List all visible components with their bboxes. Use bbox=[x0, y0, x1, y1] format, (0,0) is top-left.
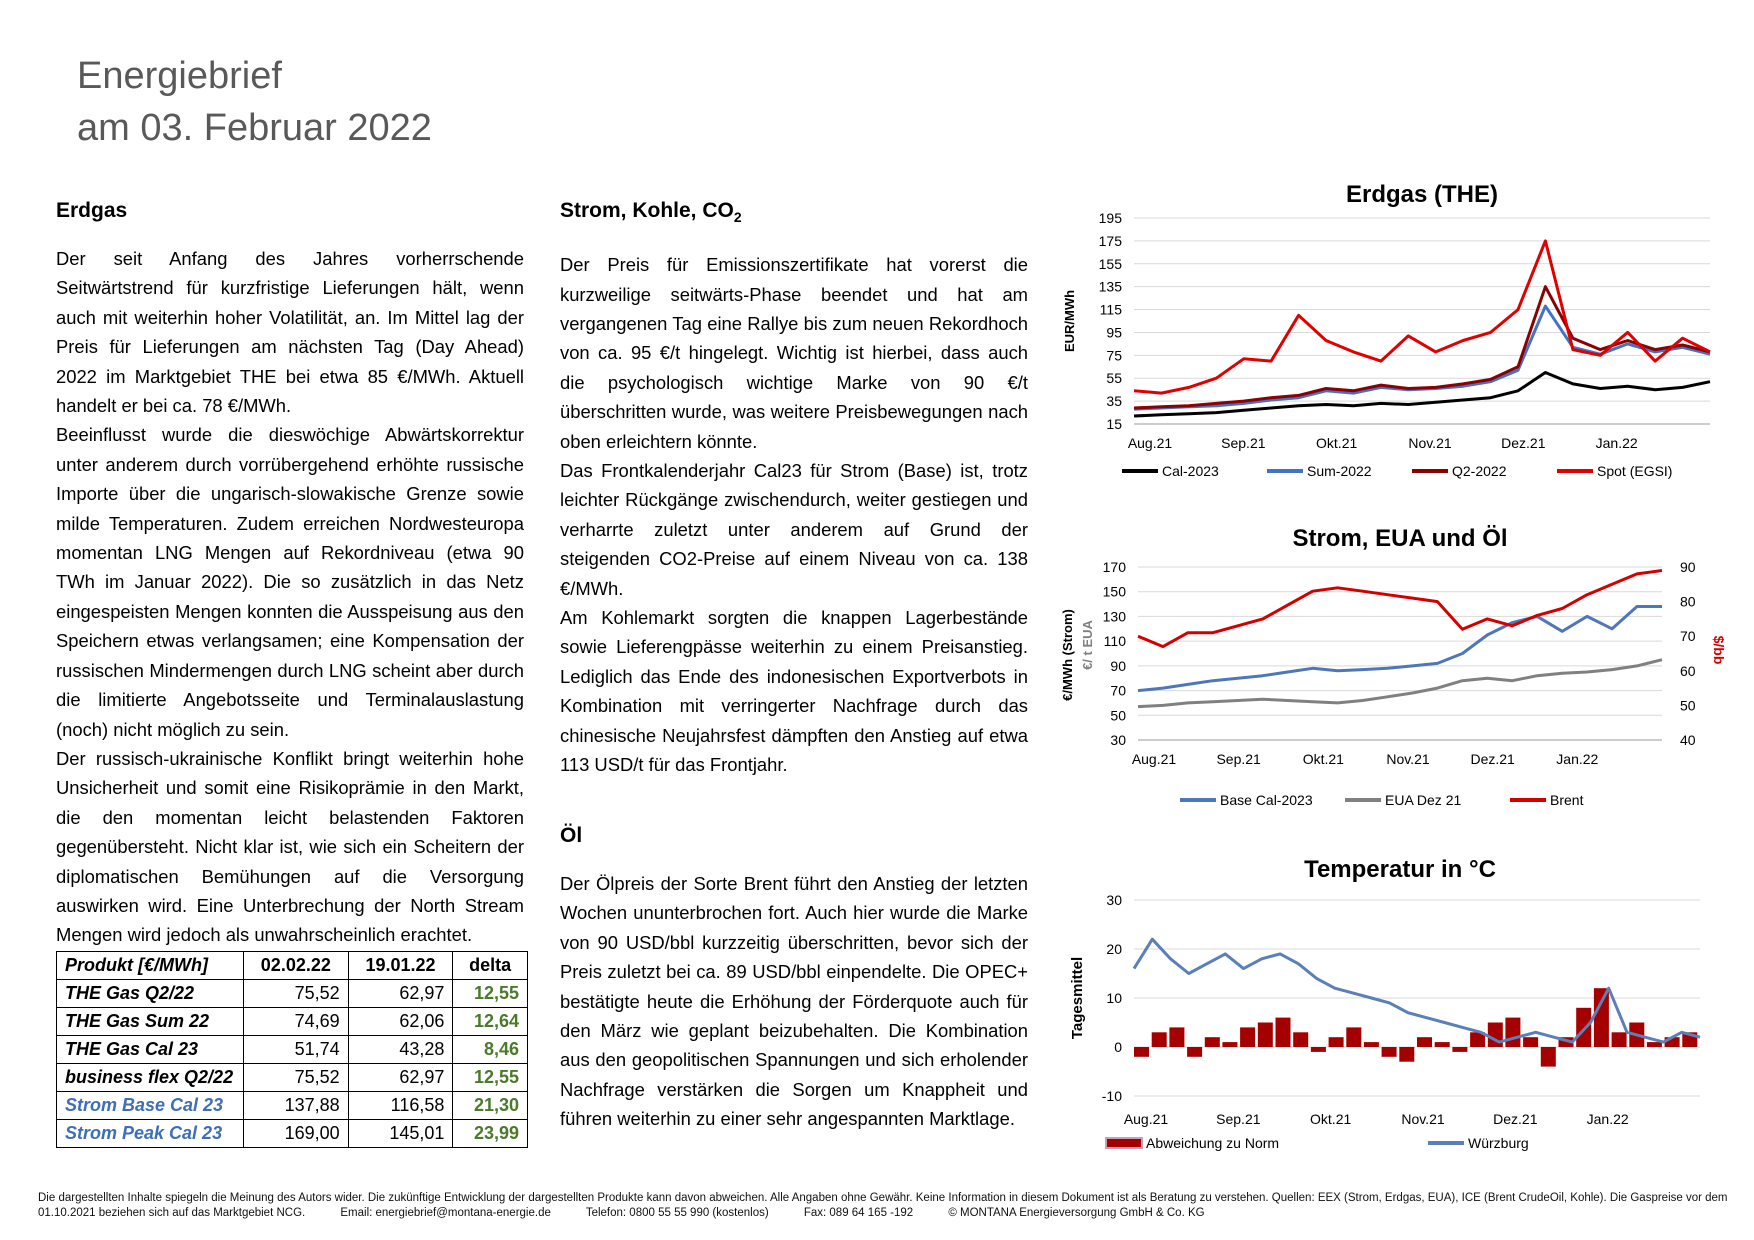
y-tick-label: 30 bbox=[1110, 732, 1126, 748]
deviation-bar bbox=[1258, 1023, 1273, 1048]
x-tick-label: Aug.21 bbox=[1131, 751, 1177, 767]
product-cell: THE Gas Q2/22 bbox=[57, 980, 244, 1008]
y-axis-label-left-2: €/ t EUA bbox=[1080, 620, 1095, 670]
series-line bbox=[1138, 571, 1662, 647]
x-tick-label: Dez.21 bbox=[1493, 1111, 1538, 1127]
x-tick-label: Aug.21 bbox=[1123, 1111, 1169, 1127]
deviation-bar bbox=[1276, 1018, 1291, 1047]
deviation-bar bbox=[1152, 1032, 1167, 1047]
product-cell: Strom Peak Cal 23 bbox=[57, 1120, 244, 1148]
product-cell: THE Gas Sum 22 bbox=[57, 1008, 244, 1036]
header-product: Produkt [€/MWh] bbox=[57, 952, 244, 980]
y-tick-label: 55 bbox=[1106, 370, 1122, 387]
legend-label: Base Cal-2023 bbox=[1220, 792, 1313, 808]
deviation-bar bbox=[1647, 1042, 1662, 1047]
y-tick-label: 30 bbox=[1106, 892, 1122, 908]
y-tick-label: 95 bbox=[1106, 324, 1122, 341]
x-tick-label: Sep.21 bbox=[1216, 751, 1261, 767]
deviation-bar bbox=[1417, 1037, 1432, 1047]
delta-cell: 23,99 bbox=[453, 1120, 528, 1148]
x-tick-label: Sep.21 bbox=[1216, 1111, 1261, 1127]
y-axis-label: EUR/MWh bbox=[1062, 289, 1077, 353]
title-line-1: Energiebrief bbox=[77, 55, 282, 97]
x-tick-label: Sep.21 bbox=[1221, 435, 1266, 451]
legend-label: Cal-2023 bbox=[1162, 463, 1219, 479]
y-tick-label: 150 bbox=[1102, 583, 1126, 600]
strom-paragraph: Das Frontkalenderjahr Cal23 für Strom (Base) ist, trotz leichter Rückgänge zwischendurch, weiter gestiegen und verharrte zuletzt unter anderem auf Grund der steigenden CO2-Preise auf einem Niveau von ca. 138 €/MWh. bbox=[560, 460, 1028, 599]
x-tick-label: Nov.21 bbox=[1401, 1111, 1445, 1127]
deviation-bar bbox=[1205, 1037, 1220, 1047]
deviation-bar bbox=[1541, 1047, 1556, 1067]
x-tick-label: Jan.22 bbox=[1595, 435, 1638, 451]
y-tick-label: 155 bbox=[1098, 255, 1122, 272]
deviation-bar bbox=[1576, 1008, 1591, 1047]
y-right-tick-label: 50 bbox=[1680, 697, 1696, 714]
strom-heading-sub: 2 bbox=[733, 209, 742, 226]
x-tick-label: Nov.21 bbox=[1408, 435, 1452, 451]
chart-title: Temperatur in °C bbox=[1304, 856, 1496, 883]
price-table-row bbox=[57, 1092, 528, 1120]
price-table-header-row bbox=[57, 952, 528, 980]
deviation-bar bbox=[1222, 1042, 1237, 1047]
price-table-row bbox=[57, 1120, 528, 1148]
y-axis-label-right: $/bb bbox=[1711, 635, 1727, 665]
deviation-bar bbox=[1187, 1047, 1202, 1057]
y-right-tick-label: 40 bbox=[1680, 732, 1696, 748]
y-tick-label: 115 bbox=[1099, 301, 1122, 318]
y-right-tick-label: 70 bbox=[1680, 628, 1696, 645]
legend-label: Q2-2022 bbox=[1452, 463, 1507, 479]
legend-label: Brent bbox=[1550, 792, 1584, 808]
series-line bbox=[1134, 939, 1700, 1042]
product-cell: THE Gas Cal 23 bbox=[57, 1036, 244, 1064]
erdgas-heading: Erdgas bbox=[56, 199, 128, 222]
price-table-row bbox=[57, 1008, 528, 1036]
strom-chart-svg bbox=[1050, 515, 1740, 815]
value-cell-1: 137,88 bbox=[244, 1092, 349, 1120]
price-table-row bbox=[57, 1036, 528, 1064]
y-tick-label: 90 bbox=[1110, 657, 1126, 674]
temperatur-chart-svg bbox=[1050, 848, 1740, 1168]
series-line bbox=[1134, 306, 1710, 409]
chart-title: Strom, EUA und Öl bbox=[1292, 525, 1508, 552]
value-cell-1: 169,00 bbox=[244, 1120, 349, 1148]
value-cell-2: 62,06 bbox=[348, 1008, 453, 1036]
deviation-bar bbox=[1505, 1018, 1520, 1047]
price-table bbox=[56, 951, 528, 1148]
y-right-tick-label: 80 bbox=[1680, 593, 1696, 610]
value-cell-1: 51,74 bbox=[244, 1036, 349, 1064]
deviation-bar bbox=[1329, 1037, 1344, 1047]
deviation-bar bbox=[1311, 1047, 1326, 1052]
product-cell: Strom Base Cal 23 bbox=[57, 1092, 244, 1120]
deviation-bar bbox=[1435, 1042, 1450, 1047]
y-tick-label: 35 bbox=[1106, 393, 1122, 410]
oel-paragraph: Der Ölpreis der Sorte Brent führt den Anstieg der letzten Wochen ununterbrochen fort. Auch hier wurde die Marke von 90 USD/bbl kurzzeitig überschritten, bevor sich der Preis zuletzt bei ca. 89 USD/bbl einpendelte. Die OPEC+ bestätigte heute die Erhöhung der Förderquote auch für den März wie geplant beizubehalten. Die Kombination aus den geopolitischen Spannungen und sich erholender Nachfrage verstärken die Sorgen um Knappheit und führen weiterhin zu einer sehr angespannten Marktlage. bbox=[560, 873, 1028, 1130]
header-date-1: 02.02.22 bbox=[244, 952, 349, 980]
y-tick-label: 15 bbox=[1106, 416, 1122, 432]
deviation-bar bbox=[1523, 1037, 1538, 1047]
footer-telefon: Telefon: 0800 55 55 990 (kostenlos) bbox=[585, 1207, 769, 1219]
oel-column bbox=[560, 823, 1028, 1152]
value-cell-1: 75,52 bbox=[244, 1064, 349, 1092]
y-axis-label: Tagesmittel bbox=[1069, 956, 1086, 1040]
delta-cell: 12,55 bbox=[453, 980, 528, 1008]
legend-label: EUA Dez 21 bbox=[1385, 792, 1462, 808]
y-tick-label: 195 bbox=[1098, 210, 1122, 226]
y-right-tick-label: 60 bbox=[1680, 662, 1696, 679]
value-cell-2: 116,58 bbox=[348, 1092, 453, 1120]
strom-chart bbox=[1050, 515, 1740, 820]
strom-paragraph: Der Preis für Emissionszertifikate hat vorerst die kurzweilige seitwärts-Phase beendet und hat am vergangenen Tag eine Rallye bis zum neuen Rekordhoch von ca. 95 €/t hingelegt. Wichtig ist hierbei, dass auch die psychologisch wichtige Marke von 90 €/t überschritten wurde, was weitere Preisbewegungen nach oben erleichtern könnte. bbox=[560, 254, 1028, 452]
value-cell-2: 145,01 bbox=[348, 1120, 453, 1148]
value-cell-1: 74,69 bbox=[244, 1008, 349, 1036]
x-tick-label: Jan.22 bbox=[1556, 751, 1599, 767]
value-cell-2: 62,97 bbox=[348, 1064, 453, 1092]
erdgas-paragraph: Beeinflusst wurde die dieswöchige Abwärtskorrektur unter anderem durch vorrübergehend erhöhte russische Importe über die ungarisch-slowakische Grenze sowie milde Temperaturen. Zudem erreichen Nordwesteuropa momentan LNG Mengen auf Rekordniveau (etwa 90 TWh im Januar 2022). Die so zusätzlich in das Netz eingespeisten Mengen konnten die Ausspeisung aus den Speichern etwas verlangsamen; eine Kompensation der russischen Mindermengen durch LNG scheint aber durch die limitierte Angebotsseite und Terminalauslastung (noch) nicht möglich zu sein. bbox=[56, 424, 524, 740]
erdgas-chart-svg bbox=[1050, 170, 1740, 495]
delta-cell: 12,55 bbox=[453, 1064, 528, 1092]
price-table-row bbox=[57, 1064, 528, 1092]
oel-heading: Öl bbox=[560, 824, 583, 847]
deviation-bar bbox=[1293, 1032, 1308, 1047]
y-tick-label: 75 bbox=[1106, 347, 1122, 364]
deviation-bar bbox=[1382, 1047, 1397, 1057]
delta-cell: 12,64 bbox=[453, 1008, 528, 1036]
y-tick-label: 0 bbox=[1114, 1039, 1122, 1055]
legend-label: Abweichung zu Norm bbox=[1146, 1135, 1280, 1151]
price-table-row bbox=[57, 980, 528, 1008]
delta-cell: 8,46 bbox=[453, 1036, 528, 1064]
header-date-2: 19.01.22 bbox=[348, 952, 453, 980]
legend-swatch bbox=[1106, 1138, 1142, 1148]
y-tick-label: 50 bbox=[1110, 707, 1126, 724]
erdgas-paragraph: Der russisch-ukrainische Konflikt bringt weiterhin hohe Unsicherheit und somit eine Risikoprämie in den Markt, die den momentan leicht belastenden Faktoren gegenübersteht. Nicht klar ist, wie sich ein Scheitern der diplomatischen Bemühungen auf die Versorgung auswirken wird. Eine Unterbrechung der North Stream Mengen wird jedoch als unwahrscheinlich erachtet. bbox=[56, 747, 524, 946]
y-right-tick-label: 90 bbox=[1680, 559, 1696, 575]
legend-label: Würzburg bbox=[1468, 1135, 1529, 1151]
x-tick-label: Jan.22 bbox=[1586, 1111, 1629, 1127]
y-tick-label: 130 bbox=[1102, 608, 1126, 625]
y-tick-label: 175 bbox=[1098, 232, 1122, 249]
deviation-bar bbox=[1594, 988, 1609, 1047]
footer-disclaimer: Die dargestellten Inhalte spiegeln die Meinung des Autors wider. Die zukünftige Entwicklung der dargestellten Produkte kann davon abweichen. Alle Angaben ohne Gewähr. Keine Information in diesem Dokument ist als Beratung zu verstehen. Quellen: EEX (Strom, Erdgas, EUA), ICE (Brent CrudeOil, Kohle). Die Gaspreise vor dem 01.10.2021 beziehen sich auf das Marktgebiet NCG. bbox=[38, 1192, 1728, 1219]
strom-heading-text: Strom, Kohle, CO bbox=[560, 199, 734, 222]
legend-label: Spot (EGSI) bbox=[1597, 463, 1673, 479]
x-tick-label: Dez.21 bbox=[1501, 435, 1546, 451]
x-tick-label: Okt.21 bbox=[1302, 751, 1344, 767]
document-title bbox=[77, 50, 432, 154]
x-tick-label: Aug.21 bbox=[1127, 435, 1173, 451]
header-delta: delta bbox=[453, 952, 528, 980]
y-axis-label-left: €/MWh (Strom) bbox=[1060, 609, 1075, 701]
x-tick-label: Nov.21 bbox=[1386, 751, 1430, 767]
series-line bbox=[1134, 373, 1710, 417]
delta-cell: 21,30 bbox=[453, 1092, 528, 1120]
value-cell-2: 62,97 bbox=[348, 980, 453, 1008]
value-cell-2: 43,28 bbox=[348, 1036, 453, 1064]
erdgas-paragraph: Der seit Anfang des Jahres vorherrschende Seitwärtstrend für kurzfristige Lieferungen hält, wenn auch mit weiterhin hoher Volatilität, an. Im Mittel lag der Preis für Lieferungen am nächsten Tag (Day Ahead) 2022 im Marktgebiet THE bei etwa 85 €/MWh. Aktuell handelt er bei ca. 78 €/MWh. bbox=[56, 248, 524, 417]
deviation-bar bbox=[1488, 1023, 1503, 1048]
deviation-bar bbox=[1240, 1027, 1255, 1047]
footer-copyright: © MONTANA Energieversorgung GmbH & Co. KG bbox=[948, 1207, 1205, 1219]
y-tick-label: -10 bbox=[1101, 1088, 1122, 1104]
y-tick-label: 70 bbox=[1110, 682, 1126, 699]
footer-fax: Fax: 089 64 165 -192 bbox=[803, 1207, 914, 1219]
deviation-bar bbox=[1399, 1047, 1414, 1062]
legend-label: Sum-2022 bbox=[1307, 463, 1372, 479]
deviation-bar bbox=[1169, 1027, 1184, 1047]
chart-title: Erdgas (THE) bbox=[1345, 181, 1499, 208]
y-tick-label: 20 bbox=[1106, 941, 1122, 957]
product-cell: business flex Q2/22 bbox=[57, 1064, 244, 1092]
erdgas-chart bbox=[1050, 170, 1740, 500]
deviation-bar bbox=[1612, 1032, 1627, 1047]
x-tick-label: Dez.21 bbox=[1470, 751, 1515, 767]
temperatur-chart bbox=[1050, 848, 1740, 1173]
strom-column bbox=[560, 198, 1028, 780]
x-tick-label: Okt.21 bbox=[1316, 435, 1358, 451]
footer-email[interactable]: Email: energiebrief@montana-energie.de bbox=[340, 1207, 551, 1219]
y-tick-label: 10 bbox=[1106, 990, 1122, 1006]
y-tick-label: 170 bbox=[1102, 559, 1126, 575]
title-line-2: am 03. Februar 2022 bbox=[77, 107, 432, 149]
deviation-bar bbox=[1134, 1047, 1149, 1057]
strom-paragraph: Am Kohlemarkt sorgten die knappen Lagerbestände sowie Lieferengpässe weiterhin zu einem Preisanstieg. Lediglich das Ende des indonesischen Exportverbots in Kombination mit verringerter Nachfrage durch das chinesische Neujahrsfest dämpften den Anstieg auf etwa 113 USD/t für das Frontjahr. bbox=[560, 607, 1028, 776]
erdgas-column bbox=[56, 198, 524, 950]
y-tick-label: 135 bbox=[1098, 278, 1122, 295]
deviation-bar bbox=[1346, 1027, 1361, 1047]
y-tick-label: 110 bbox=[1103, 633, 1126, 650]
value-cell-1: 75,52 bbox=[244, 980, 349, 1008]
footer bbox=[38, 1191, 1728, 1221]
series-line bbox=[1138, 607, 1662, 691]
deviation-bar bbox=[1364, 1042, 1379, 1047]
strom-heading bbox=[560, 198, 1028, 230]
x-tick-label: Okt.21 bbox=[1310, 1111, 1352, 1127]
deviation-bar bbox=[1452, 1047, 1467, 1052]
